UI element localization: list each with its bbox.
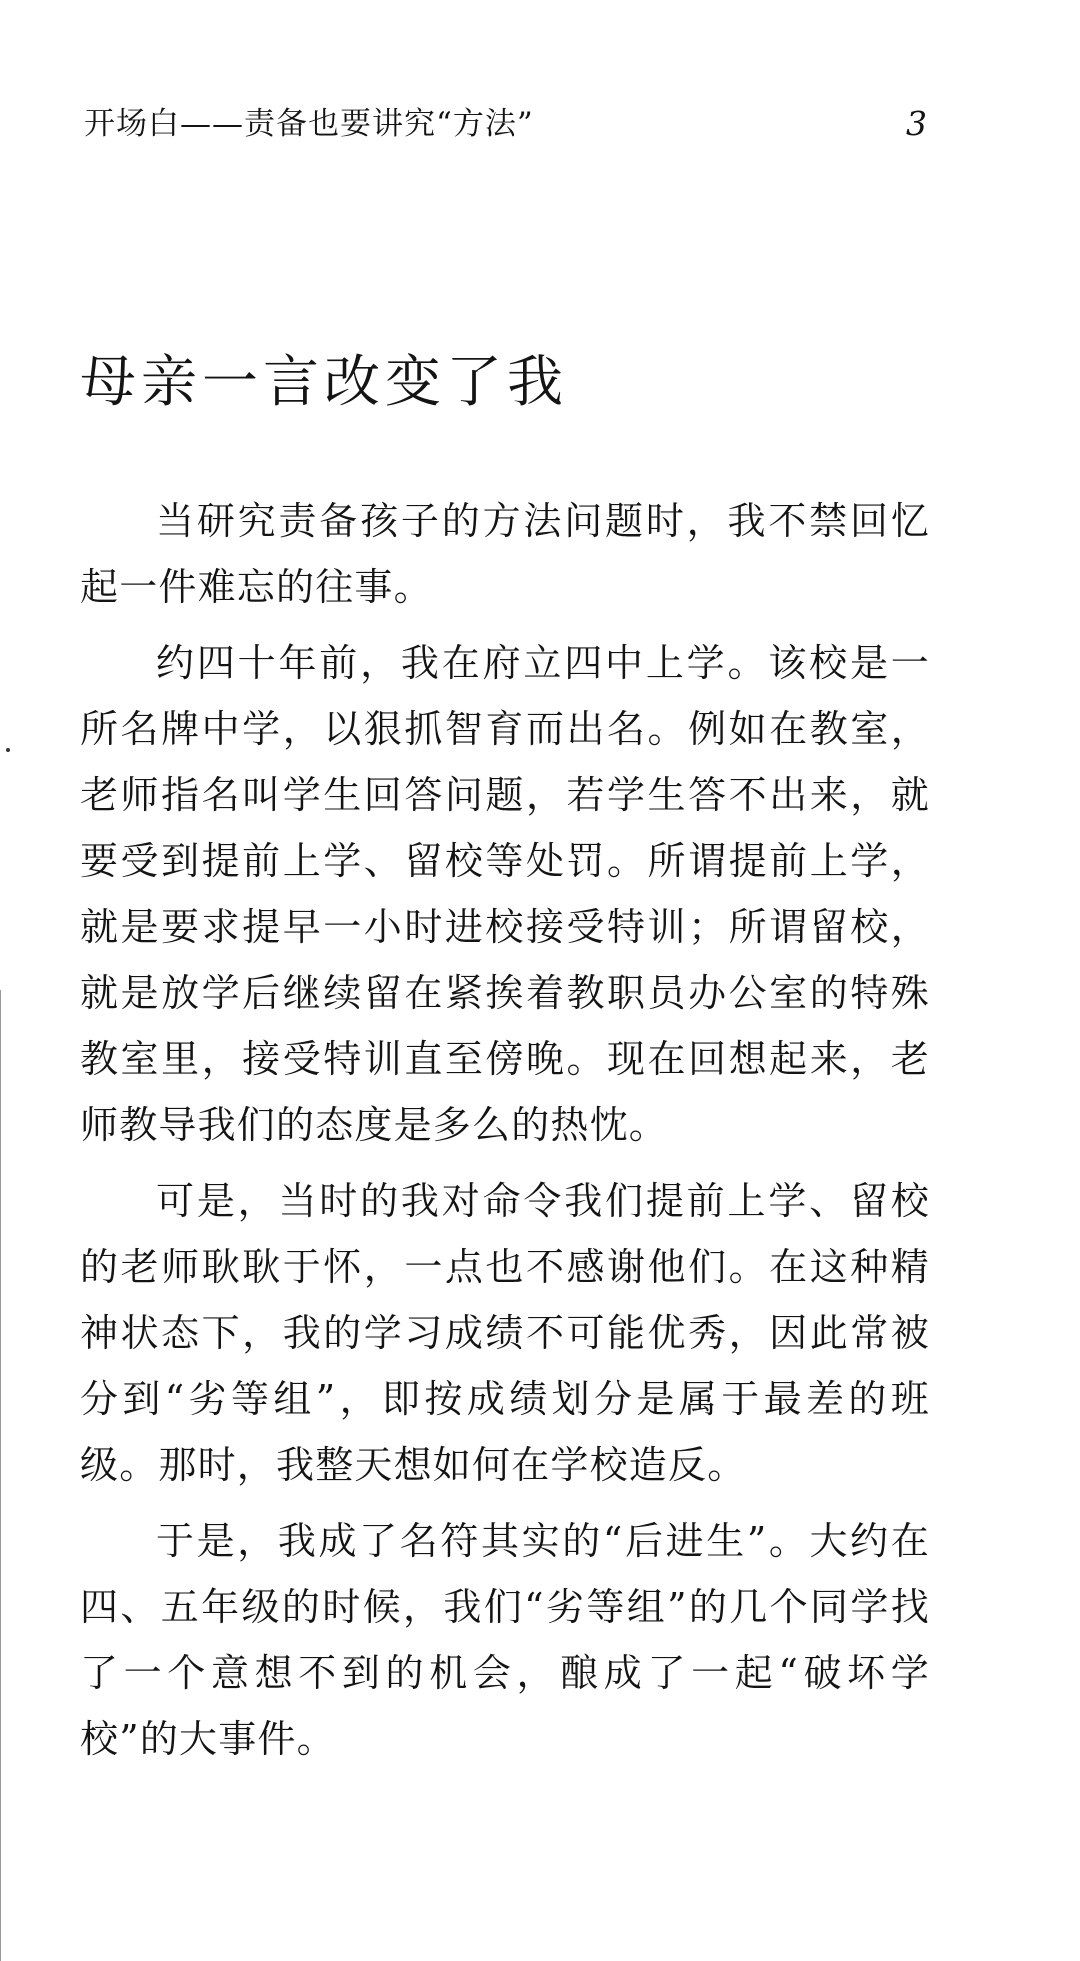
paragraph: 于是，我成了名符其实的“后进生”。大约在四、五年级的时候，我们“劣等组”的几个同学找了一个意想不到的机会，酿成了一起“破坏学校”的大事件。 [80,1519,930,1761]
paragraph: 可是，当时的我对命令我们提前上学、留校的老师耿耿于怀，一点也不感谢他们。在这种精神状态下，我的学习成绩不可能优秀，因此常被分到“劣等组”，即按成绩划分是属于最差的班级。那时，我整天想如何在学校造反。 [80,1179,930,1487]
page-number: 3 [906,104,927,143]
scan-edge-line [0,990,1,1961]
paragraph: 约四十年前，我在府立四中上学。该校是一所名牌中学，以狠抓智育而出名。例如在教室，老师指名叫学生回答问题，若学生答不出来，就要受到提前上学、留校等处罚。所谓提前上学，就是要求提早一小时进校接受特训；所谓留校，就是放学后继续留在紧挨着教职员办公室的特殊教室里，接受特训直至傍晚。现在回想起来，老师教导我们的态度是多么的热忱。 [80,641,930,1147]
scan-speck [6,748,10,752]
running-header: 开场白——责备也要讲究“方法” [84,106,534,142]
body-text [80,488,930,1782]
chapter-title: 母亲一言改变了我 [80,349,568,415]
paragraph: 当研究责备孩子的方法问题时，我不禁回忆起一件难忘的往事。 [80,499,930,609]
